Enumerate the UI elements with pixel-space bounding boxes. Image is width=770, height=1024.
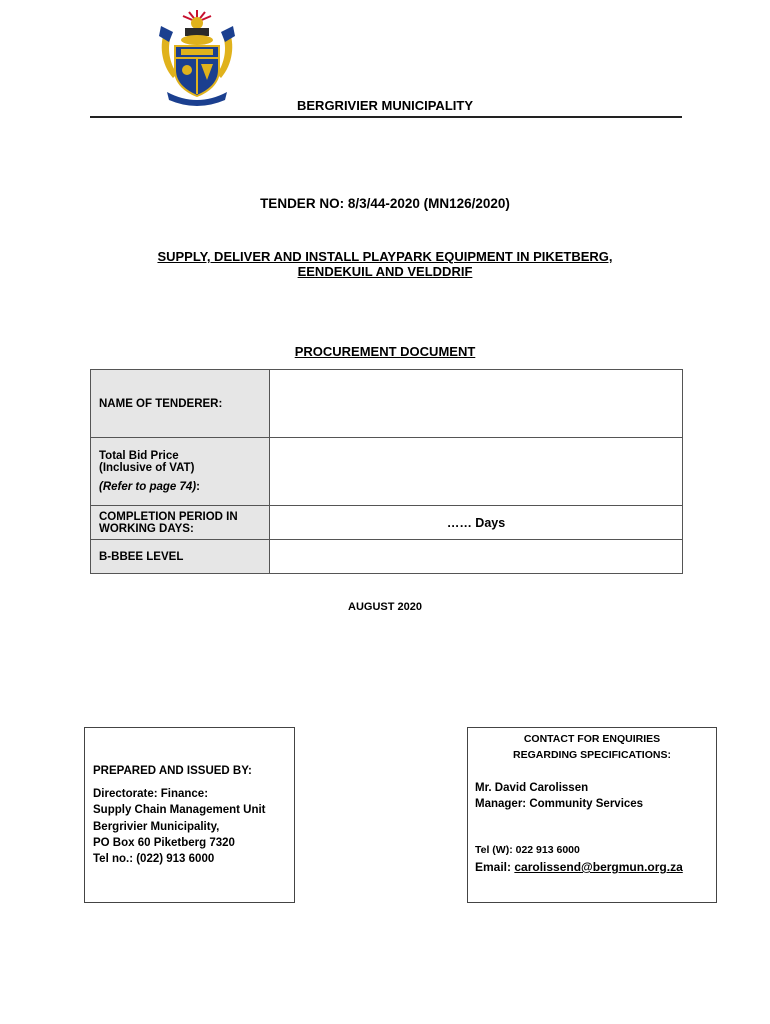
contact-heading-line-1: CONTACT FOR ENQUIRIES xyxy=(523,733,661,745)
tender-description xyxy=(90,249,680,279)
tender-description-line-1: SUPPLY, DELIVER AND INSTALL PLAYPARK EQUIPMENT IN PIKETBERG, xyxy=(157,249,613,264)
name-of-tenderer-label: NAME OF TENDERER: xyxy=(91,370,270,438)
bid-label-line-1: Total Bid Price xyxy=(99,450,179,462)
completion-label-line-2: WORKING DAYS: xyxy=(99,522,194,535)
table-row xyxy=(91,540,683,574)
organization-name: BERGRIVIER MUNICIPALITY xyxy=(297,98,473,113)
email-label: Email: xyxy=(475,860,515,874)
contact-email xyxy=(475,860,683,874)
table-row xyxy=(91,370,683,438)
tender-info-table xyxy=(90,369,683,574)
table-row xyxy=(91,438,683,506)
contact-telephone: Tel (W): 022 913 6000 xyxy=(475,844,580,856)
name-of-tenderer-field[interactable] xyxy=(270,370,683,438)
bid-note xyxy=(99,481,261,493)
prepared-by-heading: PREPARED AND ISSUED BY: xyxy=(93,765,252,777)
table-row xyxy=(91,506,683,540)
completion-label-line-1: COMPLETION PERIOD IN xyxy=(99,510,238,523)
address-line: Directorate: Finance: xyxy=(93,788,209,800)
email-link[interactable]: carolissend@bergmun.org.za xyxy=(514,860,683,874)
bid-note-suffix: : xyxy=(196,481,200,493)
total-bid-price-label xyxy=(91,438,270,506)
bid-note-text: (Refer to page 74) xyxy=(99,481,197,493)
prepared-by-address xyxy=(93,786,266,867)
document-title: PROCUREMENT DOCUMENT xyxy=(294,344,476,359)
address-line: Bergrivier Municipality, xyxy=(93,820,220,833)
completion-period-field[interactable]: …… Days xyxy=(270,506,683,540)
completion-period-label xyxy=(91,506,270,540)
contact-person xyxy=(475,781,643,812)
header-divider xyxy=(90,116,682,118)
bid-label-line-2: (Inclusive of VAT) xyxy=(99,462,195,474)
prepared-by-box xyxy=(84,727,295,903)
address-line: Supply Chain Management Unit xyxy=(93,804,266,817)
bbbee-level-field[interactable] xyxy=(270,540,683,574)
tender-description-line-2: EENDEKUIL AND VELDDRIF xyxy=(297,264,473,279)
contact-heading-line-2: REGARDING SPECIFICATIONS: xyxy=(513,749,671,761)
document-date: AUGUST 2020 xyxy=(348,601,422,613)
tender-number: TENDER NO: 8/3/44-2020 (MN126/2020) xyxy=(260,196,510,211)
total-bid-price-field[interactable] xyxy=(270,438,683,506)
contact-box xyxy=(467,727,717,903)
address-line: PO Box 60 Piketberg 7320 xyxy=(93,836,235,849)
address-line: Tel no.: (022) 913 6000 xyxy=(93,853,215,866)
contact-title: Manager: Community Services xyxy=(475,797,644,810)
bbbee-level-label: B-BBEE LEVEL xyxy=(91,540,270,574)
municipal-crest-logo xyxy=(155,8,239,106)
contact-heading xyxy=(468,731,716,763)
contact-name: Mr. David Carolissen xyxy=(475,782,589,794)
